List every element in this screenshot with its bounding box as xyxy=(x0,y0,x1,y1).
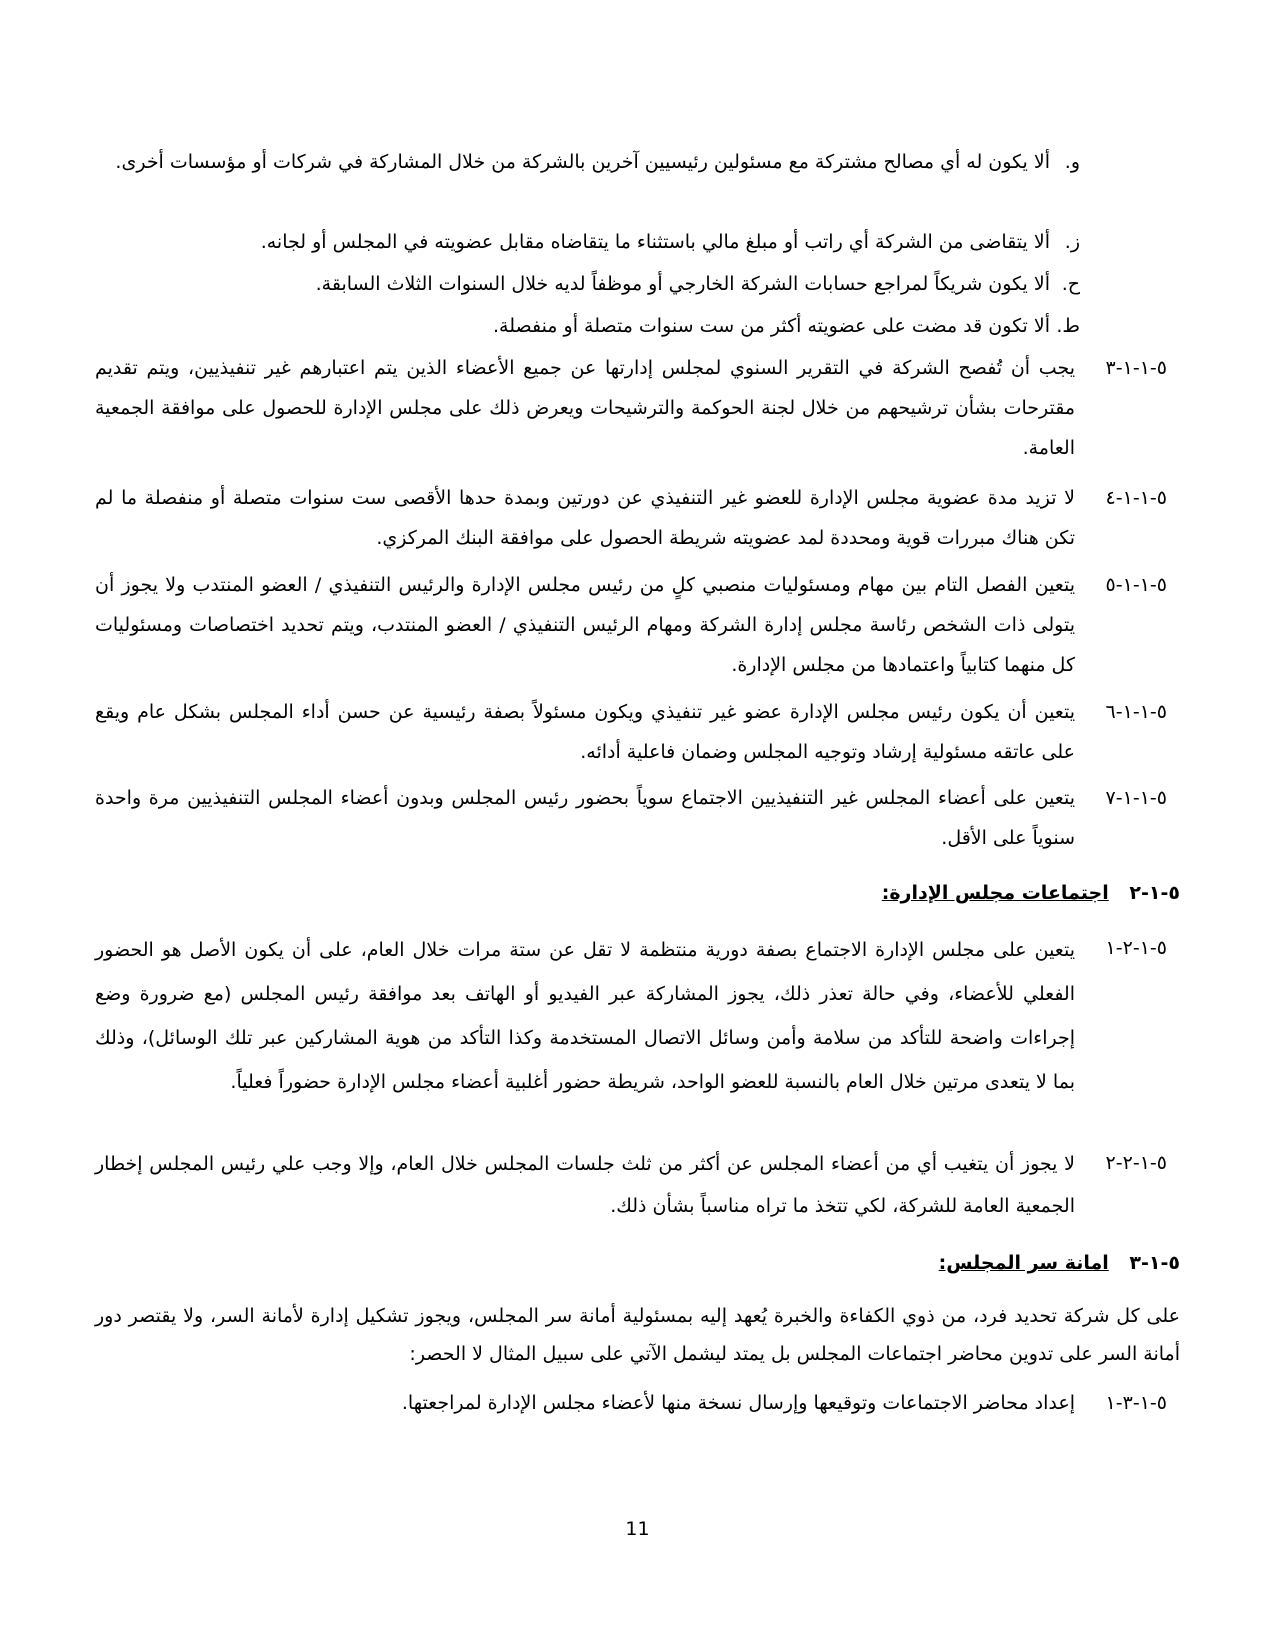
clause-text: لا يجوز أن يتغيب أي من أعضاء المجلس عن أكثر من ثلث جلسات المجلس خلال العام، وإلا وجب علي رئيس المجلس إخطار الجمعية العامة للشركة، لكي تتخذ ما تراه مناسباً بشأن ذلك. xyxy=(95,1153,1075,1217)
item-letter: ط. xyxy=(1056,315,1080,337)
item-text: ألا يكون شريكاً لمراجع حسابات الشركة الخارجي أو موظفاً لديه خلال السنوات الثلاث السابقة. xyxy=(315,273,1050,295)
item-text: ألا تكون قد مضت على عضويته أكثر من ست سنوات متصلة أو منفصلة. xyxy=(492,315,1050,337)
heading-number: ٥-١-٣ xyxy=(1129,1252,1180,1274)
clause-number: ٥-١-١-٤ xyxy=(1105,487,1167,509)
item-text: ألا يكون له أي مصالح مشتركة مع مسئولين رئيسيين آخرين بالشركة من خلال المشاركة في شركات أو مؤسسات أخرى. xyxy=(115,151,1050,173)
clause-number: ٥-١-١-٣ xyxy=(1105,357,1167,379)
clause-number: ٥-١-١-٦ xyxy=(1105,701,1167,723)
heading-title: امانة سر المجلس: xyxy=(938,1252,1109,1274)
clause-number: ٥-١-١-٧ xyxy=(1105,787,1167,809)
item-letter: ز. xyxy=(1064,231,1080,253)
clause-text: يتعين على أعضاء المجلس غير التنفيذيين الاجتماع سوياً بحضور رئيس المجلس وبدون أعضاء المجلس التنفيذيين مرة واحدة سنوياً على الأقل. xyxy=(95,787,1075,849)
section-heading xyxy=(882,873,1180,913)
clause-number: ٥-١-١-٥ xyxy=(1105,574,1167,596)
clause-number: ٥-١-٢-١ xyxy=(1105,937,1167,959)
clause-text: إعداد محاضر الاجتماعات وتوقيعها وإرسال نسخة منها لأعضاء مجلس الإدارة لمراجعتها. xyxy=(401,1392,1075,1414)
clause-number: ٥-١-٣-١ xyxy=(1105,1392,1167,1414)
clause-number: ٥-١-٢-٢ xyxy=(1105,1152,1167,1174)
clause-text: لا تزيد مدة عضوية مجلس الإدارة للعضو غير التنفيذي عن دورتين وبمدة حدها الأقصى ست سنوات متصلة أو منفصلة ما لم تكن هناك مبررات قوية ومحددة لمد عضويته شريطة الحصول على موافقة البنك المركزي. xyxy=(95,487,1075,549)
heading-number: ٥-١-٢ xyxy=(1129,882,1180,904)
item-letter: و. xyxy=(1064,151,1080,173)
section-heading xyxy=(939,1243,1180,1283)
clause-text: يتعين على مجلس الإدارة الاجتماع بصفة دورية منتظمة لا تقل عن ستة مرات خلال العام، على أن يكون الأصل هو الحضور الفعلي للأعضاء، وفي حالة تعذر ذلك، يجوز المشاركة عبر الفيديو أو الهاتف بعد موافقة رئيس المجلس (مع ضرورة وضع إجراءات واضحة للتأكد من سلامة وأمن وسائل الاتصال المستخدمة وكذا التأكد من هوية المشاركين عبر تلك الوسائل)، وذلك بما لا يتعدى مرتين خلال العام بالنسبة للعضو الواحد، شريطة حضور أغلبية أعضاء مجلس الإدارة حضوراً فعلياً. xyxy=(95,939,1075,1093)
item-text: ألا يتقاضى من الشركة أي راتب أو مبلغ مالي باستثناء ما يتقاضاه مقابل عضويته في المجلس أو لجانه. xyxy=(260,231,1050,253)
page-number: 11 xyxy=(625,1518,650,1540)
clause-text: يتعين الفصل التام بين مهام ومسئوليات منصبي كلٍ من رئيس مجلس الإدارة والرئيس التنفيذي / العضو المنتدب ولا يجوز أن يتولى ذات الشخص رئاسة مجلس إدارة الشركة ومهام الرئيس التنفيذي / العضو المنتدب، ويتم تحديد اختصاصات ومسئوليات كل منهما كتابياً واعتمادها من مجلس الإدارة. xyxy=(95,574,1075,676)
body-paragraph: على كل شركة تحديد فرد، من ذوي الكفاءة والخبرة يُعهد إليه بمسئولية أمانة سر المجلس، ويجوز تشكيل إدارة لأمانة السر، ولا يقتصر دور أمانة السر على تدوين محاضر اجتماعات المجلس بل يمتد ليشمل الآتي على سبيل المثال لا الحصر: xyxy=(95,1305,1180,1365)
clause-text: يجب أن تُفصح الشركة في التقرير السنوي لمجلس إدارتها عن جميع الأعضاء الذين يتم اعتبارهم غير تنفيذيين، ويتم تقديم مقترحات بشأن ترشيحهم من خلال لجنة الحوكمة والترشيحات ويعرض ذلك على مجلس الإدارة للحصول على موافقة الجمعية العامة. xyxy=(95,357,1075,459)
clause-text: يتعين أن يكون رئيس مجلس الإدارة عضو غير تنفيذي ويكون مسئولاً بصفة رئيسية عن حسن أداء المجلس بشكل عام ويقع على عاتقه مسئولية إرشاد وتوجيه المجلس وضمان فاعلية أدائه. xyxy=(95,701,1075,763)
item-letter: ح. xyxy=(1061,273,1080,295)
heading-title: اجتماعات مجلس الإدارة: xyxy=(881,882,1109,904)
